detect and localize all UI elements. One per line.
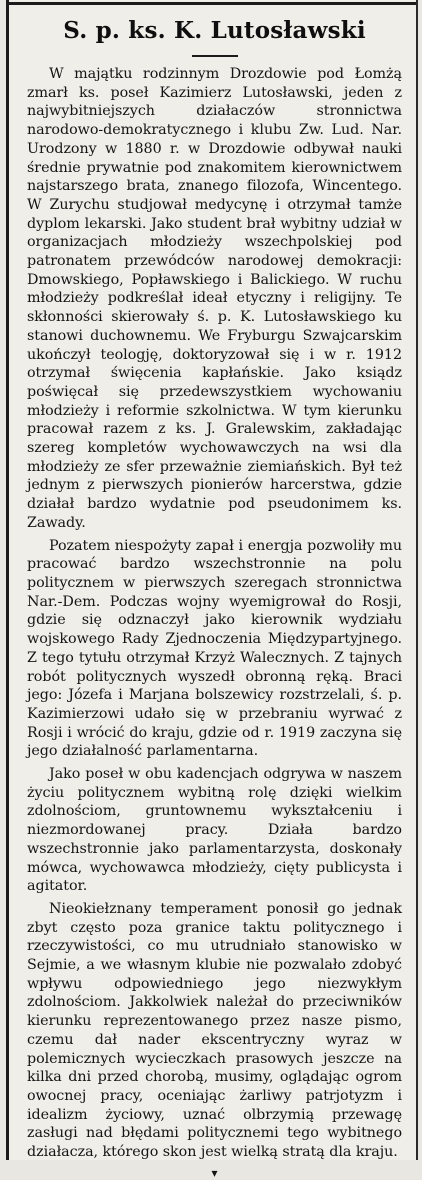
top-rule <box>9 2 416 5</box>
paragraph: W majątku rodzinnym Drozdowie pod Łomżą zmarł ks. poseł Kazimierz Lutosławski, jeden z najwybitniejszych działaczów stronnictwa narodowo-demokratycznego i klubu Zw. Lud. Nar. Urodzony w 1880 r. w Drozdowie odbywał nauki średnie prywatnie pod znakomitem kierownictwem najstarszego brata, znanego filozofa, Wincentego. W Zurychu studjował medycynę i otrzymał tamże dyplom lekarski. Jako student brał wybitny udział w organizacjach młodzieży wszechpolskiej pod patronatem przewódców narodowej demokracji: Dmowskiego, Popławskiego i Balickiego. W ruchu młodzieży podkreślał ideał etyczny i religijny. Te skłonności skierowały ś. p. K. Lutosławskiego ku stanowi duchownemu. We Fryburgu Szwajcarskim ukończył teologję, doktoryzował się i w r. 1912 otrzymał święcenia kapłańskie. Jako ksiądz poświęcał się przedewszystkiem wychowaniu młodzieży i reformie szkolnictwa. W tym kierunku pracował razem z ks. J. Gralewskim, zakładając szereg kompletów wychowawczych na wsi dla młodzieży ze sfer przeważnie ziemiańskich. Był też jednym z pierwszych pionierów harcerstwa, gdzie działał bardzo wydatnie pod pseudonimem ks. Zawady. <box>27 66 402 531</box>
headline: S. p. ks. K. Lutosławski <box>63 17 366 44</box>
paragraph: Pozatem niespożyty zapał i energja pozwoliły mu pracować bardzo wszechstronnie na polu politycznem w pierwszych szeregach stronnictwa Nar.-Dem. Podczas wojny wyemigrował do Rosji, gdzie się odznaczył jako kierownik wydziału wojskowego Rady Zjednoczenia Międzypartyjnego. Z tego tytułu otrzymał Krzyż Walecznych. Z tajnych robót politycznych wyszedł obronną ręką. Braci jego: Józefa i Marjana bolszewicy rozstrzelali, ś. p. Kazimierzowi udało się w przebraniu wyrwać z Rosji i wrócić do kraju, gdzie od r. 1919 zaczyna się jego działalność parlamentarna. <box>27 537 402 760</box>
paragraph: Jako poseł w obu kadencjach odgrywa w naszem życiu politycznem wybitną rolę dzięki wielkim zdolnościom, gruntownemu wykształceniu i niezmordowanej pracy. Działa bardzo wszechstronnie jako parlamentarzysta, doskonały mówca, wychowawca młodzieży, cięty publicysta i agitator. <box>27 766 402 895</box>
paragraph: Nieokiełznany temperament ponosił go jednak zbyt często poza granice taktu politycznego i rzeczywistości, co mu utrudniało stanowisko w Sejmie, a we własnym klubie nie pozwalało zdobyć wpływu odpowiedniego jego niezwykłym zdolnościom. Jakkolwiek należał do przeciwników kierunku reprezentowanego przez nasze pismo, czemu dał nader ekscentryczny wyraz w polemicznych wycieczkach prasowych jeszcze na kilka dni przed chorobą, musimy, oglądając ogrom owocnej pracy, oceniając żarliwy patrjotyzm i idealizm życiowy, uznać olbrzymią przewagę zasługi nad błędami politycznemi tego wybitnego działacza, którego skon jest wielką stratą dla kraju. <box>27 900 402 1161</box>
article-body <box>27 65 402 1162</box>
end-mark: ▾ <box>211 1165 218 1180</box>
newspaper-clipping <box>6 0 418 1180</box>
title-rule <box>192 55 238 57</box>
